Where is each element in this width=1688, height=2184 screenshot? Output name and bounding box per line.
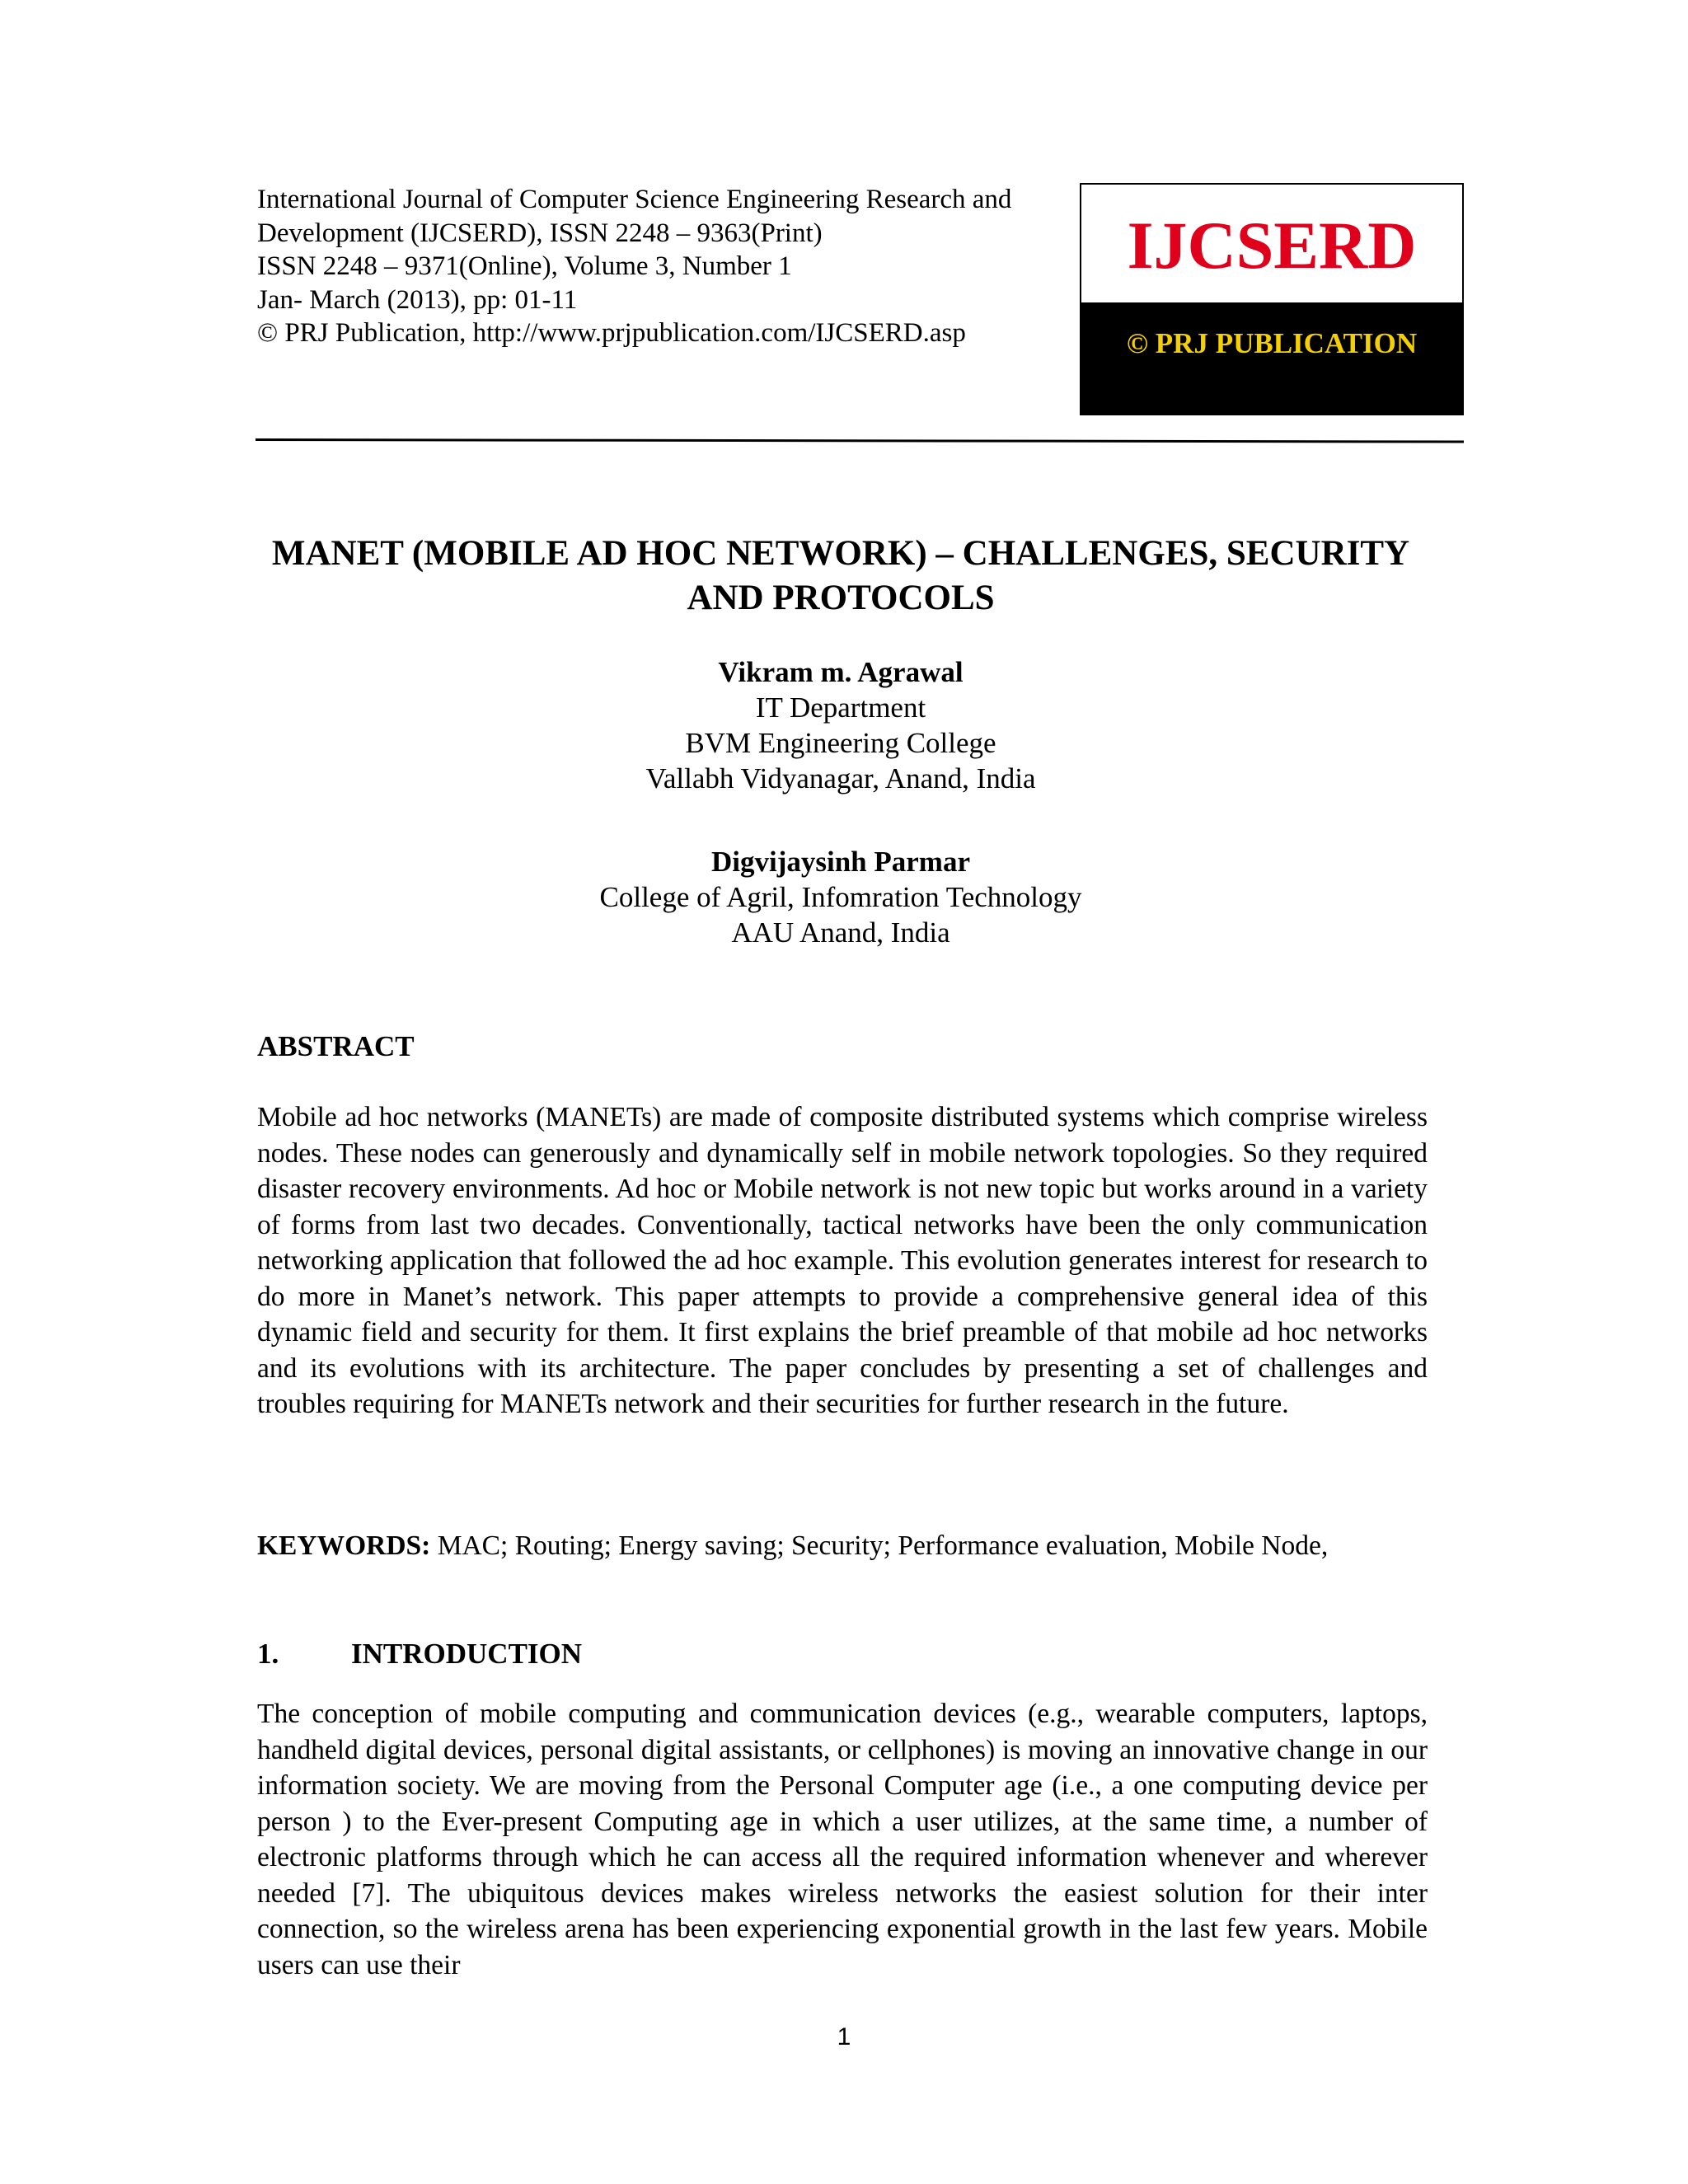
- paper-title-line: MANET (MOBILE AD HOC NETWORK) – CHALLENGES, SECURITY: [271, 534, 1410, 573]
- logo-title: IJCSERD: [1127, 208, 1417, 283]
- author-block: [445, 654, 1236, 796]
- journal-logo: [1080, 183, 1464, 415]
- author-affiliation: IT Department: [755, 691, 926, 724]
- journal-info-line: Jan- March (2013), pp: 01-11: [257, 284, 578, 315]
- page-number: 1: [837, 2023, 851, 2050]
- section-number: 1.: [257, 1638, 279, 1670]
- section-title: INTRODUCTION: [351, 1638, 583, 1670]
- logo-band: [1081, 302, 1462, 414]
- header-divider: [256, 438, 1464, 443]
- journal-info-line: International Journal of Computer Science Engineering Research and: [257, 185, 1012, 214]
- journal-info-line: Development (IJCSERD), ISSN 2248 – 9363(Print): [257, 218, 823, 248]
- author-affiliation: Vallabh Vidyanagar, Anand, India: [645, 762, 1036, 794]
- journal-info-line: ISSN 2248 – 9371(Online), Volume 3, Number 1: [257, 251, 792, 281]
- author-affiliation: BVM Engineering College: [685, 727, 996, 759]
- keywords-text: MAC; Routing; Energy saving; Security; Performance evaluation, Mobile Node,: [437, 1530, 1329, 1561]
- keywords: [257, 1528, 1428, 1564]
- author-affiliation: College of Agril, Infomration Technology: [599, 881, 1082, 913]
- paper-title-line: AND PROTOCOLS: [687, 579, 995, 617]
- journal-info: [257, 183, 1073, 350]
- journal-info-line: © PRJ Publication, http://www.prjpublication.com/IJCSERD.asp: [257, 318, 966, 348]
- introduction-text: The conception of mobile computing and communication devices (e.g., wearable computers, laptops, handheld digital devices, personal digital assistants, or cellphones) is moving an innovative change in our information society. We are moving from the Personal Computer age (i.e., a one computing device per person ) to the Ever-present Computing age in which a user utilizes, at the same time, a number of electronic platforms through which he can access all the required information whenever and wherever needed [7]. The ubiquitous devices makes wireless networks the easiest solution for their inter connection, so the wireless arena has been experiencing exponential growth in the last few years. Mobile users can use their: [257, 1699, 1428, 1980]
- keywords-label: KEYWORDS:: [257, 1530, 431, 1561]
- author-name: Vikram m. Agrawal: [718, 656, 964, 688]
- introduction-heading: [257, 1636, 582, 1671]
- author-name: Digvijaysinh Parmar: [710, 846, 970, 878]
- author-affiliation: AAU Anand, India: [731, 916, 950, 949]
- abstract-text: Mobile ad hoc networks (MANETs) are made of composite distributed systems which comprise wireless nodes. These nodes can generously and dynamically self in mobile network topologies. So they required disaster recovery environments. Ad hoc or Mobile network is not new topic but works around in a variety of forms from last two decades. Conventionally, tactical networks have been the only communication networking application that followed the ad hoc example. This evolution generates interest for research to do more in Manet’s network. This paper attempts to provide a comprehensive general idea of this dynamic field and security for them. It first explains the brief preamble of that mobile ad hoc networks and its evolutions with its architecture. The paper concludes by presenting a set of challenges and troubles requiring for MANETs network and their securities for further research in the future.: [257, 1102, 1428, 1419]
- logo-subtitle: © PRJ PUBLICATION: [1126, 327, 1418, 359]
- author-block: [445, 844, 1236, 950]
- paper-title: [247, 532, 1434, 621]
- abstract-heading: ABSTRACT: [257, 1030, 415, 1062]
